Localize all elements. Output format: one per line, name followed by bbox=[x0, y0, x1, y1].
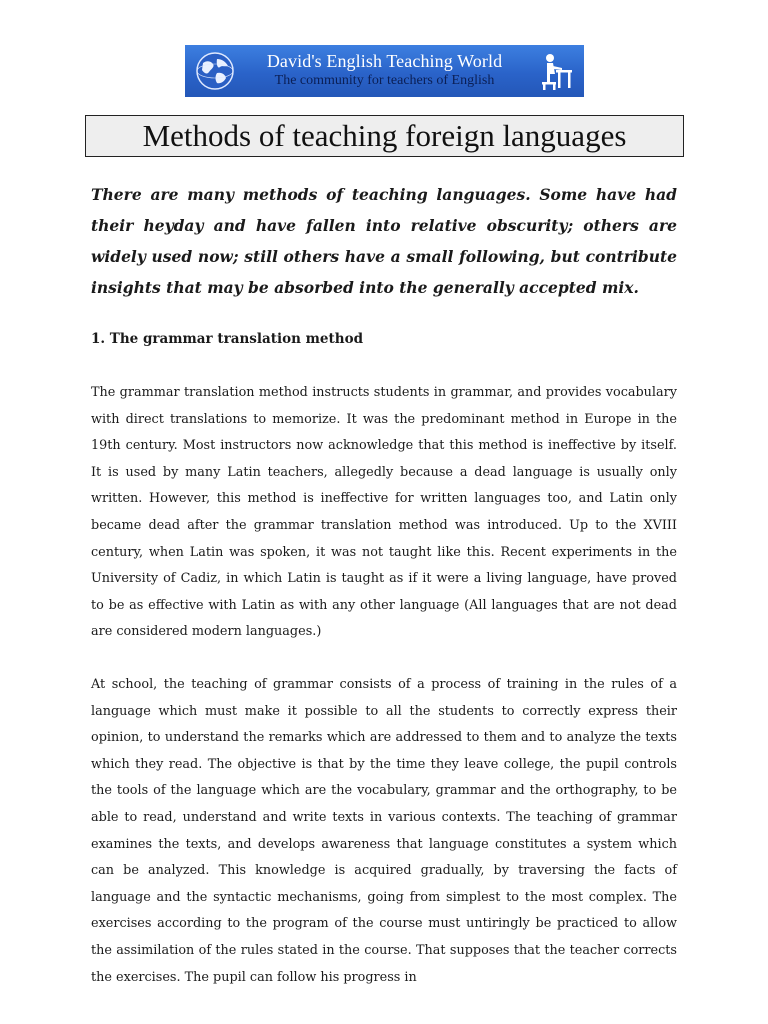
student-desk-icon bbox=[536, 50, 574, 92]
body-paragraph: The grammar translation method instructs students in grammar, and provides vocabulary with direct translations to memorize. It was the predominant method in Europe in the 19th century. Most instructors now acknowledge that this method is ineffective by itself. It is used by many Latin teachers, allegedly because a dead language is usually only written. However, this method is ineffective for written languages too, and Latin only became dead after the grammar translation method was introduced. Up to the XVIII century, when Latin was spoken, it was not taught like this. Recent experiments in the University of Cadiz, in which Latin is taught as if it were a living language, have proved to be as effective with Latin as with any other language (All languages that are not dead are considered modern languages.) bbox=[91, 385, 677, 640]
page-title: Methods of teaching foreign languages bbox=[85, 115, 684, 157]
banner-title: David's English Teaching World bbox=[266, 51, 503, 71]
banner-subtitle: The community for teachers of English bbox=[274, 73, 495, 88]
intro-paragraph: There are many methods of teaching languages. Some have had their heyday and have fallen into relative obscurity; others are widely used now; still others have a small following, but contribute insights that may be absorbed into the generally accepted mix. bbox=[91, 185, 677, 297]
site-banner bbox=[185, 45, 584, 97]
body-paragraph: At school, the teaching of grammar consists of a process of training in the rules of a language which must make it possible to all the students to correctly express their opinion, to understand the remarks which are addressed to them and to analyze the texts which they read. The objective is that by the time they leave college, the pupil controls the tools of the language which are the vocabulary, grammar and the orthography, to be able to read, understand and write texts in various contexts. The teaching of grammar examines the texts, and develops awareness that language constitutes a system which can be analyzed. This knowledge is acquired gradually, by traversing the facts of language and the syntactic mechanisms, going from simplest to the most complex. The exercises according to the program of the course must untiringly be practiced to allow the assimilation of the rules stated in the course. That supposes that the teacher corrects the exercises. The pupil can follow his progress in bbox=[91, 677, 677, 985]
section-heading: 1. The grammar translation method bbox=[91, 331, 364, 347]
